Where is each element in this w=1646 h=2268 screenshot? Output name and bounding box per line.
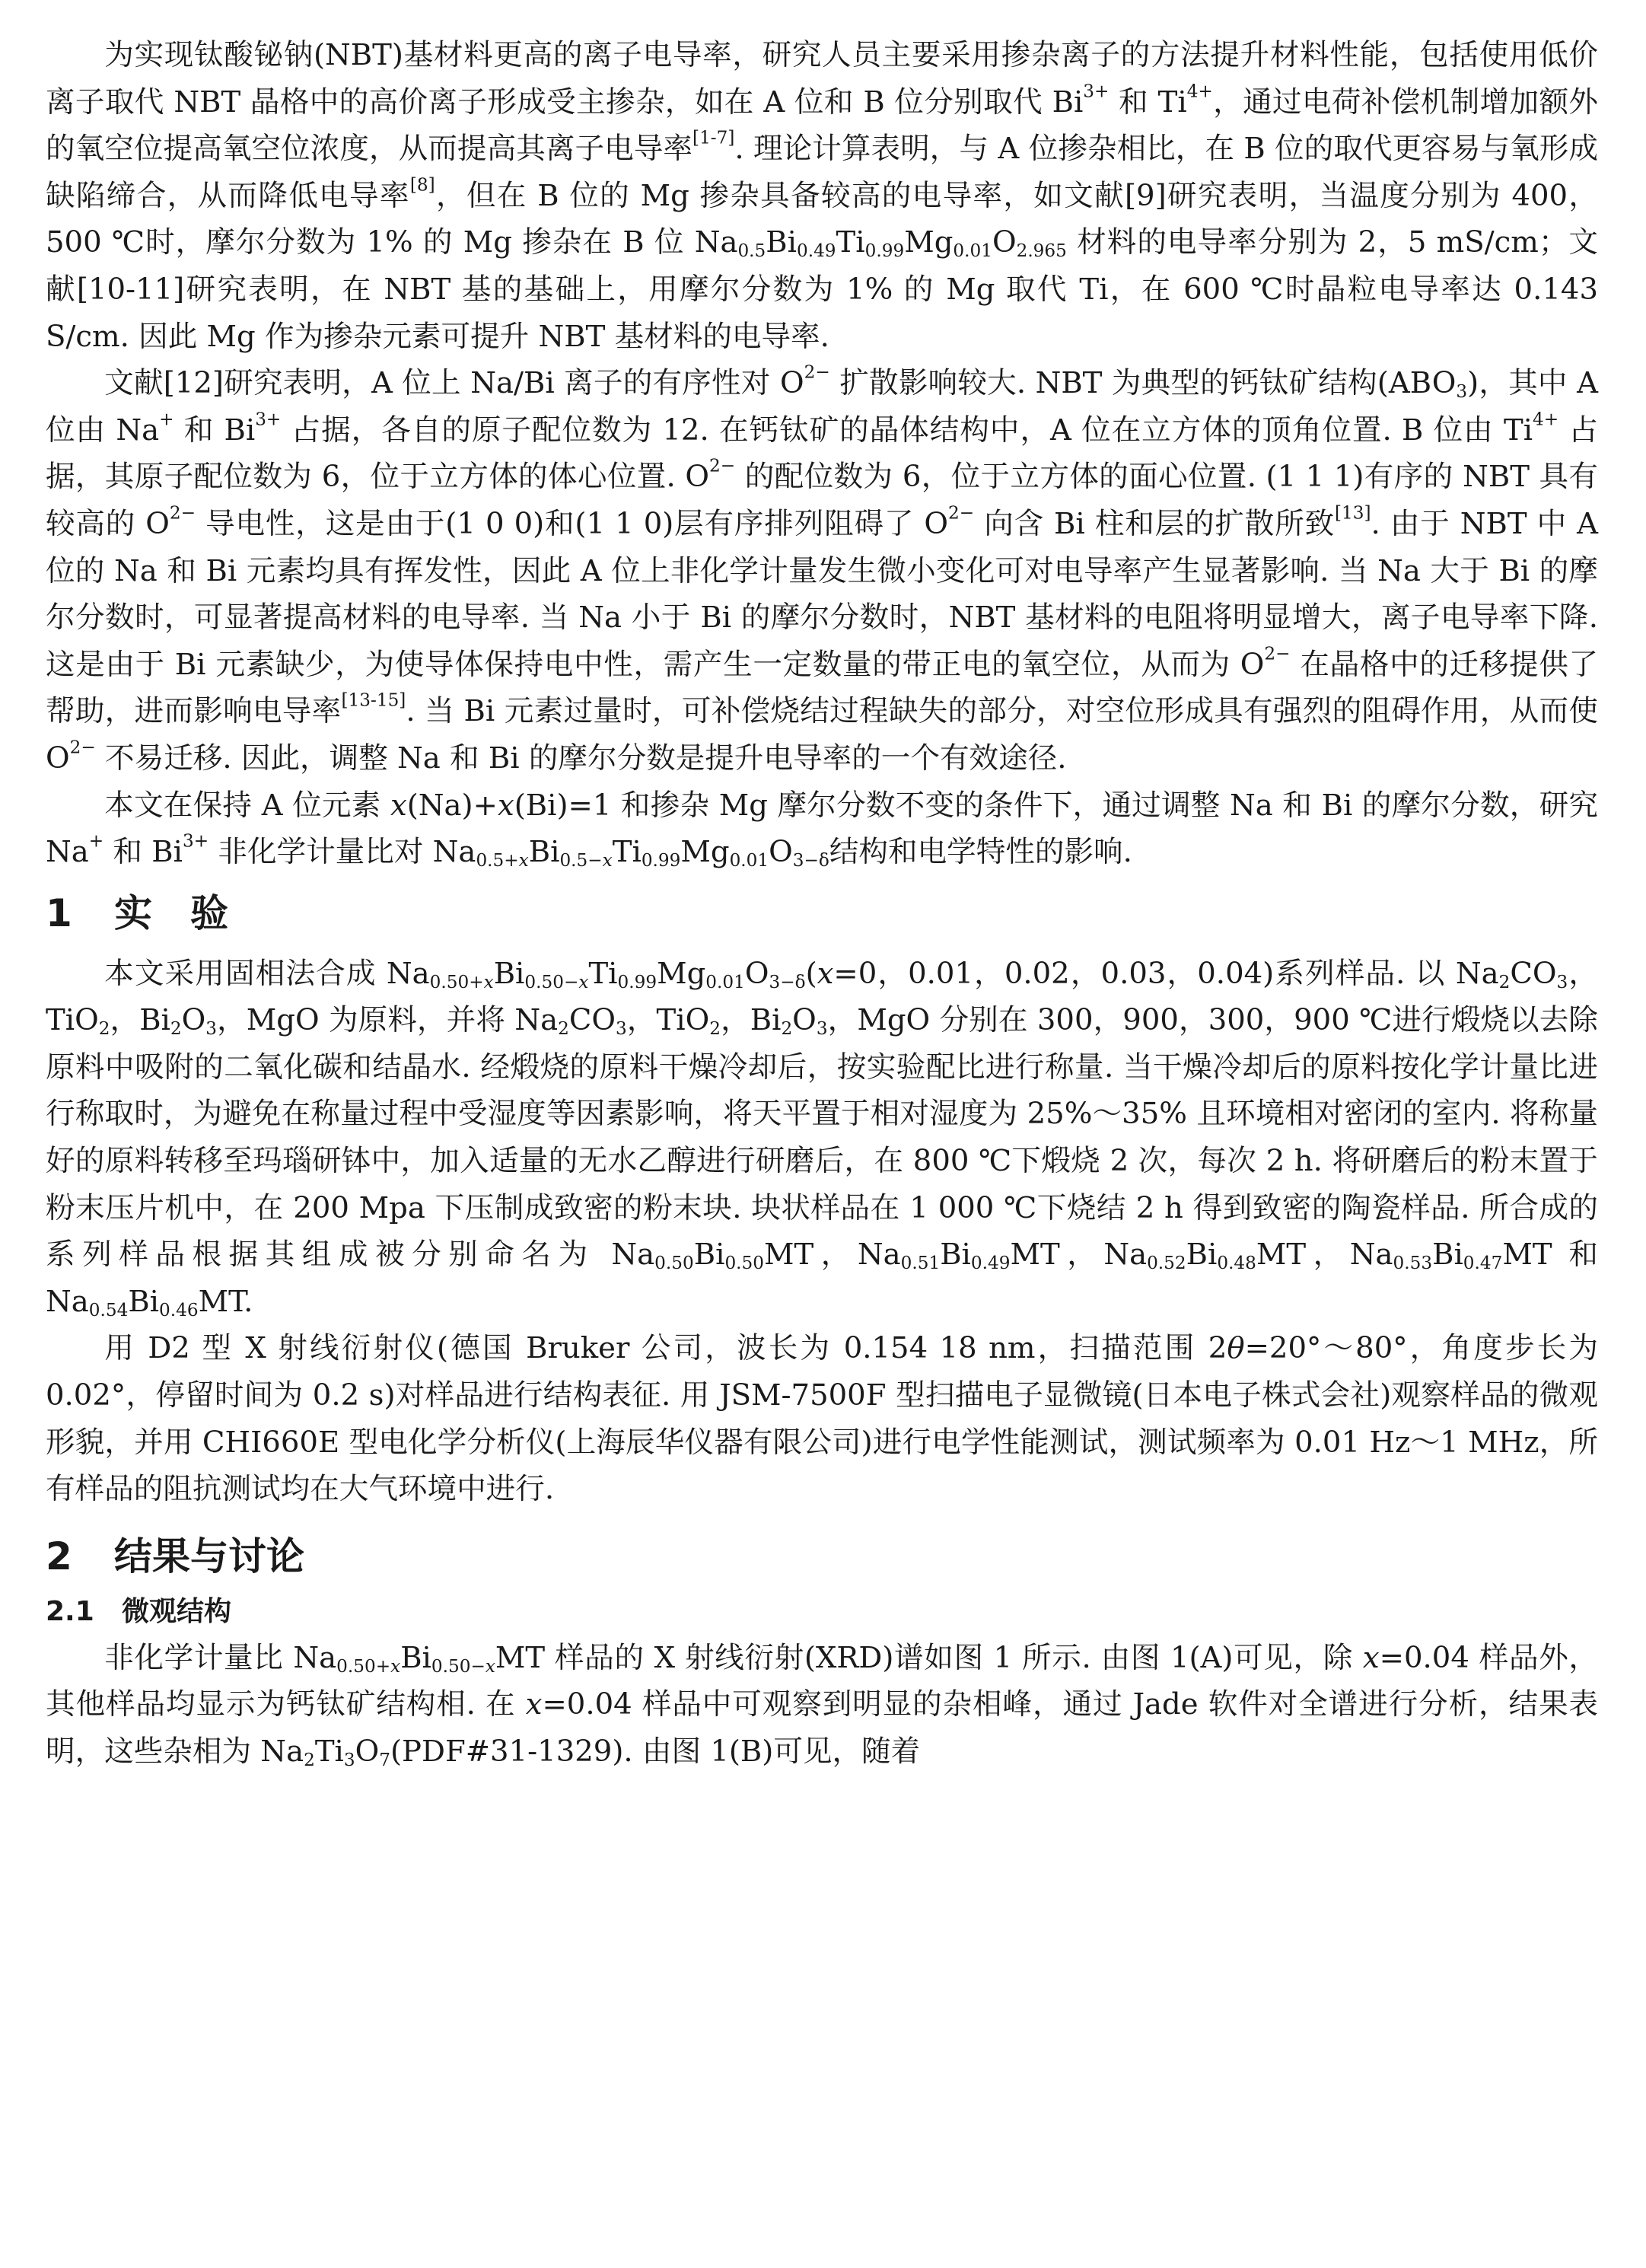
subsection-heading-microstructure: 2.1 微观结构: [46, 1595, 232, 1627]
intro-paragraph-1: 为实现钛酸铋钠(NBT)基材料更高的离子电导率，研究人员主要采用掺杂离子的方法提升材料性能，包括使用低价离子取代 NBT 晶格中的高价离子形成受主掺杂，如在 A 位和 B 位分别取代 $Bi^{3+}$ 和 $Ti^{4+}$，通过电荷补偿机制增加额外的氧空位提高氧空位浓度，从而提高其离子电导率[1-7]. 理论计算表明，与 A 位掺杂相比，在 B 位的取代更容易与氧形成缺陷缔合，从而降低电导率[8]，但在 B 位的 Mg 掺杂具备较高的电导率，如文献[9]研究表明，当温度分别为 400，500 ℃时，摩尔分数为 1% 的 Mg 掺杂在 B 位 $Na_{0.5}Bi_{0.49}Ti_{0.99}Mg_{0.01}O_{2.965}$ 材料的电导率分别为 2，5 mS/cm；文献[10-11]研究表明，在 NBT 基的基础上，用摩尔分数为 1% 的 Mg 取代 Ti，在 600 ℃时晶粒电导率达 0.143 S/cm. 因此 Mg 作为掺杂元素可提升 NBT 基材料的电导率.: [46, 38, 1599, 354]
paper-page: [46, 29, 1598, 1776]
intro-paragraph-2: 文献[12]研究表明，A 位上 Na/Bi 离子的有序性对 $O^{2-}$ 扩散影响较大. NBT 为典型的钙钛矿结构$(ABO_3)$，其中 A 位由 Na+ 和 $Bi^{3+}$ 占据，各自的原子配位数为 12. 在钙钛矿的晶体结构中，A 位在立方体的顶角位置. B 位由 $Ti^{4+}$ 占据，其原子配位数为 6，位于立方体的体心位置. $O^{2-}$ 的配位数为 6，位于立方体的面心位置. (1 1 1)有序的 NBT 具有较高的 $O^{2-}$ 导电性，这是由于(1 0 0)和(1 1 0)层有序排列阻碍了 $O^{2-}$ 向含 Bi 柱和层的扩散所致[13]. 由于 NBT 中 A 位的 Na 和 Bi 元素均具有挥发性，因此 A 位上非化学计量发生微小变化可对电导率产生显著影响. 当 Na 大于 Bi 的摩尔分数时，可显著提高材料的电导率. 当 Na 小于 Bi 的摩尔分数时，NBT 基材料的电阻将明显增大，离子电导率下降. 这是由于 Bi 元素缺少，为使导体保持电中性，需产生一定数量的带正电的氧空位，从而为 $O^{2-}$ 在晶格中的迁移提供了帮助，进而影响电导率[13-15]. 当 Bi 元素过量时，可补偿烧结过程缺失的部分，对空位形成具有强烈的阻碍作用，从而使 $O^{2-}$ 不易迁移. 因此，调整 Na 和 Bi 的摩尔分数是提升电导率的一个有效途径.: [46, 362, 1598, 776]
intro-paragraph-3: 本文在保持 A 位元素 x(Na)+x(Bi)=1 和掺杂 Mg 摩尔分数不变的条件下，通过调整 Na 和 Bi 的摩尔分数，研究 Na+ 和 $Bi^{3+}$ 非化学计量比对 $Na_{0.5+x}Bi_{0.5-x}Ti_{0.99}Mg_{0.01}O_{3-\delta}$结构和电学特性的影响.: [46, 788, 1598, 871]
experiment-paragraph-2: 用 D2 型 X 射线衍射仪(德国 Bruker 公司，波长为 0.154 18 nm，扫描范围 2θ=20°～80°，角度步长为 0.02°，停留时间为 0.2 s)对样品进行结构表征. 用 JSM-7500F 型扫描电子显微镜(日本电子株式会社)观察样品的微观形貌，并用 CHI660E 型电化学分析仪(上海辰华仪器有限公司)进行电学性能测试，测试频率为 0.01 Hz～1 MHz，所有样品的阻抗测试均在大气环境中进行.: [46, 1331, 1598, 1507]
experiment-paragraph-1: 本文采用固相法合成 $Na_{0.50+x}Bi_{0.50-x}Ti_{0.99}Mg_{0.01}O_{3-\delta}(x=0$，0.01，0.02，0.03，0.04)系列样品. 以 $Na_2CO_3$，TiO$_2$，$Bi_2O_3$，MgO 为原料，并将 $Na_2CO_3$，TiO$_2$，$Bi_2O_3$，MgO 分别在 300，900，300，900 ℃进行煅烧以去除原料中吸附的二氧化碳和结晶水. 经煅烧的原料干燥冷却后，按实验配比进行称量. 当干燥冷却后的原料按化学计量比进行称取时，为避免在称量过程中受湿度等因素影响，将天平置于相对湿度为 25%～35% 且环境相对密闭的室内. 将称量好的原料转移至玛瑙研钵中，加入适量的无水乙醇进行研磨后，在 800 ℃下煅烧 2 次，每次 2 h. 将研磨后的粉末置于粉末压片机中，在 200 Mpa 下压制成致密的粉末块. 块状样品在 1 000 ℃下烧结 2 h 得到致密的陶瓷样品. 所合成的系列样品根据其组成被分别命名为 $Na_{0.50}Bi_{0.50}MT$，$Na_{0.51}Bi_{0.49}MT$，$Na_{0.52}Bi_{0.48}MT$，$Na_{0.53}Bi_{0.47}MT$ 和 $Na_{0.54}Bi_{0.46}MT$.: [46, 956, 1598, 1320]
section-heading-experiment: 1 实 验: [46, 890, 228, 935]
section-heading-results: 2 结果与讨论: [46, 1534, 304, 1578]
results-paragraph-1: 非化学计量比 $Na_{0.50+x}Bi_{0.50-x}MT$ 样品的 X 射线衍射(XRD)谱如图 1 所示. 由图 1(A)可见，除 x=0.04 样品外，其他样品均显示为钙钛矿结构相. 在 x=0.04 样品中可观察到明显的杂相峰，通过 Jade 软件对全谱进行分析，结果表明，这些杂相为 $Na_2Ti_3O_7(PDF\#31-1329)$. 由图 1(B)可见，随着: [46, 1640, 1599, 1770]
